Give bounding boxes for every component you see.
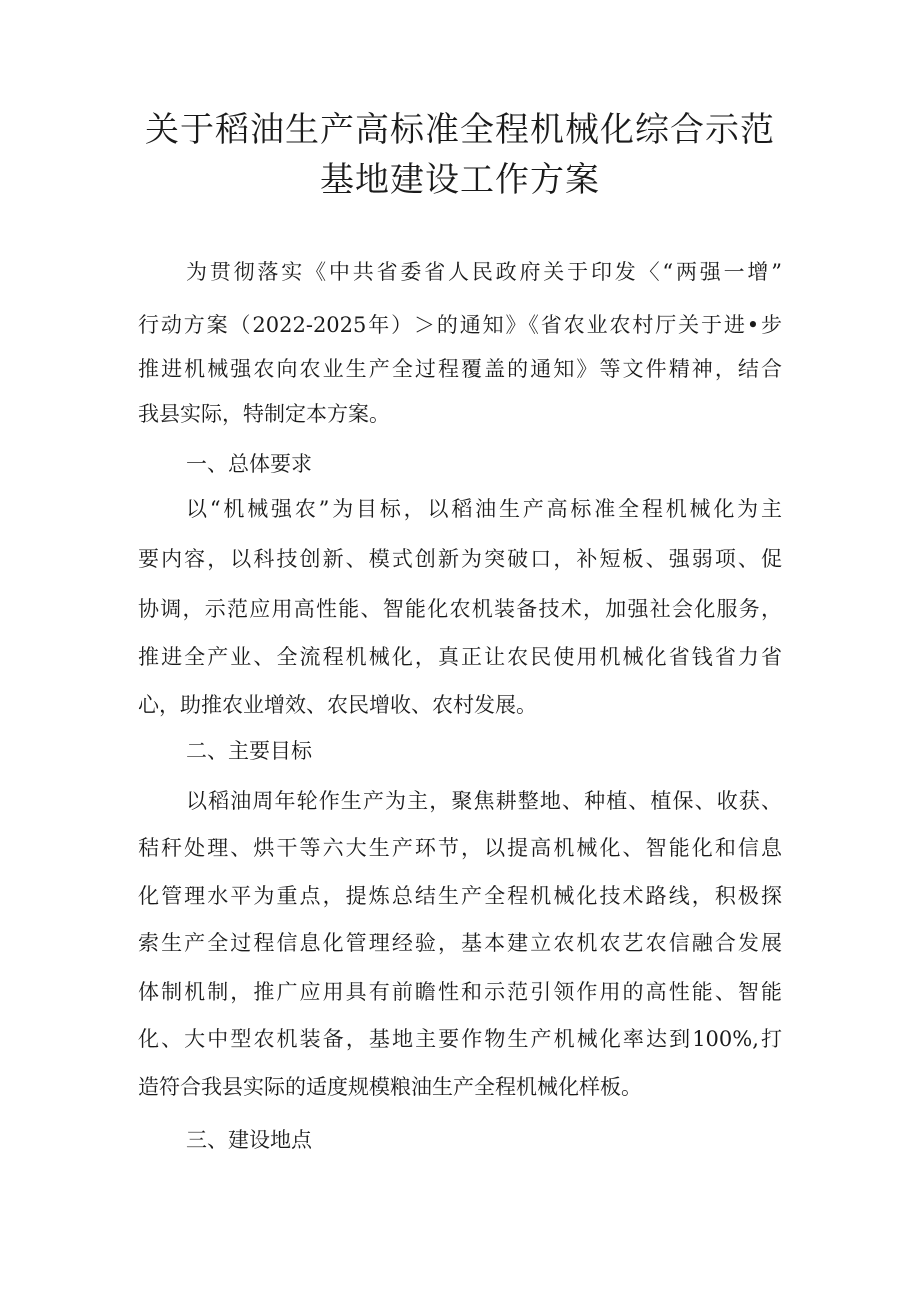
section1-line-4: 推进全产业、全流程机械化，真正让农民使用机械化省钱省力省 xyxy=(138,645,782,669)
section2-line-5: 体制机制，推广应用具有前瞻性和示范引领作用的高性能、智能 xyxy=(138,980,782,1004)
section1-line-1: 以“机械强农”为目标，以稻油生产高标准全程机械化为主 xyxy=(186,497,782,521)
section1-line-5: 心，助推农业增效、农民增收、农村发展。 xyxy=(138,693,537,717)
section2-line-2: 秸秆处理、烘干等六大生产环节，以提高机械化、智能化和信息 xyxy=(138,836,782,860)
intro-line-3: 推进机械强农向农业生产全过程覆盖的通知》等文件精神，结合 xyxy=(138,357,782,381)
section1-line-2: 要内容，以科技创新、模式创新为突破口，补短板、强弱项、促 xyxy=(138,547,782,571)
section1-line-3: 协调，示范应用高性能、智能化农机装备技术，加强社会化服务， xyxy=(138,597,782,621)
section-heading-3: 三、建设地点 xyxy=(186,1128,312,1152)
intro-line-4: 我县实际，特制定本方案。 xyxy=(138,402,390,426)
section2-line-3: 化管理水平为重点，提炼总结生产全程机械化技术路线，积极探 xyxy=(138,884,782,908)
section2-line-7: 造符合我县实际的适度规模粮油生产全程机械化样板。 xyxy=(138,1075,642,1099)
intro-line-1: 为贯彻落实《中共省委省人民政府关于印发〈“两强一增” xyxy=(186,260,782,284)
section2-line-4: 索生产全过程信息化管理经验，基本建立农机农艺农信融合发展 xyxy=(138,931,782,955)
intro-line-2: 行动方案（2022-2025年）＞的通知》《省农业农村厅关于进•步 xyxy=(138,313,782,337)
section-heading-1: 一、总体要求 xyxy=(186,452,312,476)
section-heading-2: 二、主要目标 xyxy=(186,739,312,763)
document-title-line-2: 基地建设工作方案 xyxy=(320,160,600,200)
document-title-line-1: 关于稻油生产高标准全程机械化综合示范 xyxy=(145,110,775,150)
section2-line-1: 以稻油周年轮作生产为主，聚焦耕整地、种植、植保、收获、 xyxy=(186,789,782,813)
section2-line-6: 化、大中型农机装备，基地主要作物生产机械化率达到100%,打 xyxy=(138,1027,782,1051)
